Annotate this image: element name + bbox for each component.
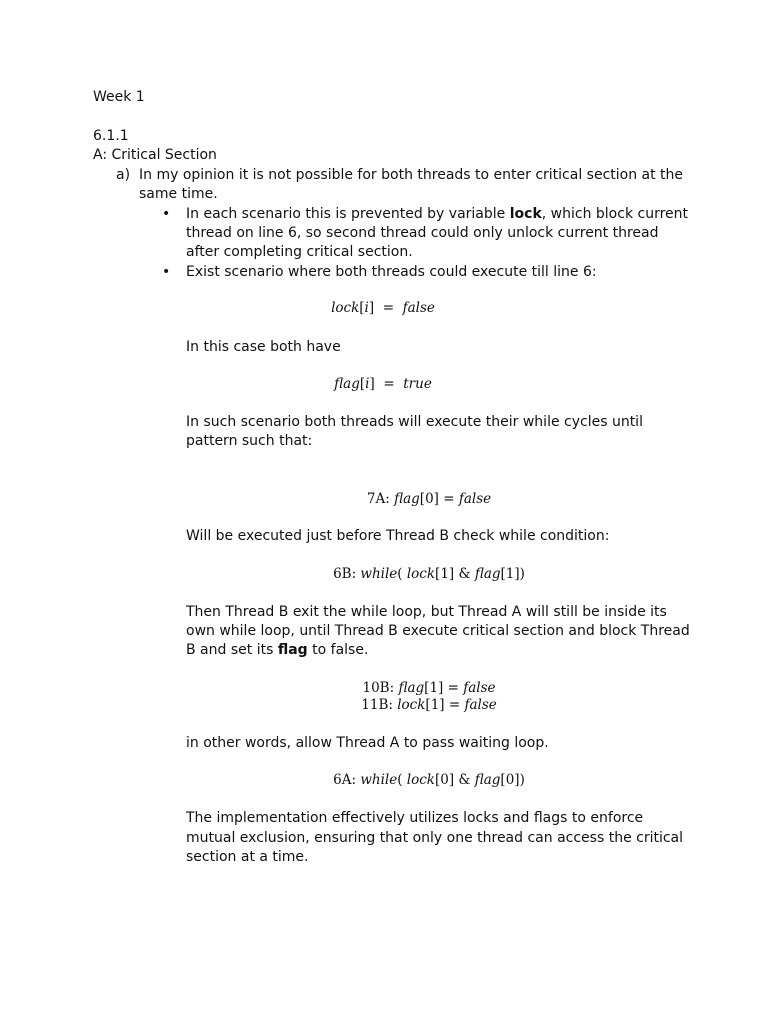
equation-11b: 11B: lock[1] = false	[361, 697, 497, 713]
bullet1-line3: after completing critical section.	[186, 244, 413, 260]
para3-line2: mutual exclusion, ensuring that only one thread can access the critical	[186, 830, 684, 846]
item-a-marker: a)	[116, 167, 131, 183]
text-executed: Will be executed just before Thread B check while condition:	[186, 528, 610, 544]
para3-line3: section at a time.	[186, 849, 309, 865]
equation-lock-false: lock[i] = false	[331, 300, 435, 316]
equation-7a: 7A: flag[0] = false	[366, 491, 492, 507]
bullet-icon: •	[162, 206, 171, 222]
bullet1-line2: thread on line 6, so second thread could only unlock current thread	[186, 225, 659, 241]
week-heading: Week 1	[93, 89, 145, 105]
equation-6a: 6A: while( lock[0] & flag[0])	[333, 772, 525, 788]
equation-flag-true: flag[i] = true	[334, 376, 432, 392]
section-number: 6.1.1	[93, 128, 129, 144]
item-a-line2: same time.	[139, 186, 218, 202]
para1-line2: pattern such that:	[186, 433, 313, 449]
para2-line3: B and set its flag to false.	[186, 642, 369, 658]
text-both-have: In this case both have	[186, 339, 341, 355]
para2-line2: own while loop, until Thread B execute critical section and block Thread	[186, 623, 690, 639]
section-title: A: Critical Section	[93, 147, 217, 163]
item-a-line1: In my opinion it is not possible for both threads to enter critical section at the	[139, 167, 684, 183]
para3-line1: The implementation effectively utilizes locks and flags to enforce	[186, 810, 644, 826]
text-other-words: in other words, allow Thread A to pass waiting loop.	[186, 735, 549, 751]
bullet-icon: •	[162, 264, 171, 280]
equation-6b: 6B: while( lock[1] & flag[1])	[333, 566, 525, 582]
bullet1-line1: In each scenario this is prevented by variable lock, which block current	[186, 206, 688, 222]
para2-line1: Then Thread B exit the while loop, but Thread A will still be inside its	[186, 604, 667, 620]
para1-line1: In such scenario both threads will execute their while cycles until	[186, 414, 643, 430]
bullet2-line1: Exist scenario where both threads could execute till line 6:	[186, 264, 597, 280]
equation-10b: 10B: flag[1] = false	[362, 680, 496, 696]
